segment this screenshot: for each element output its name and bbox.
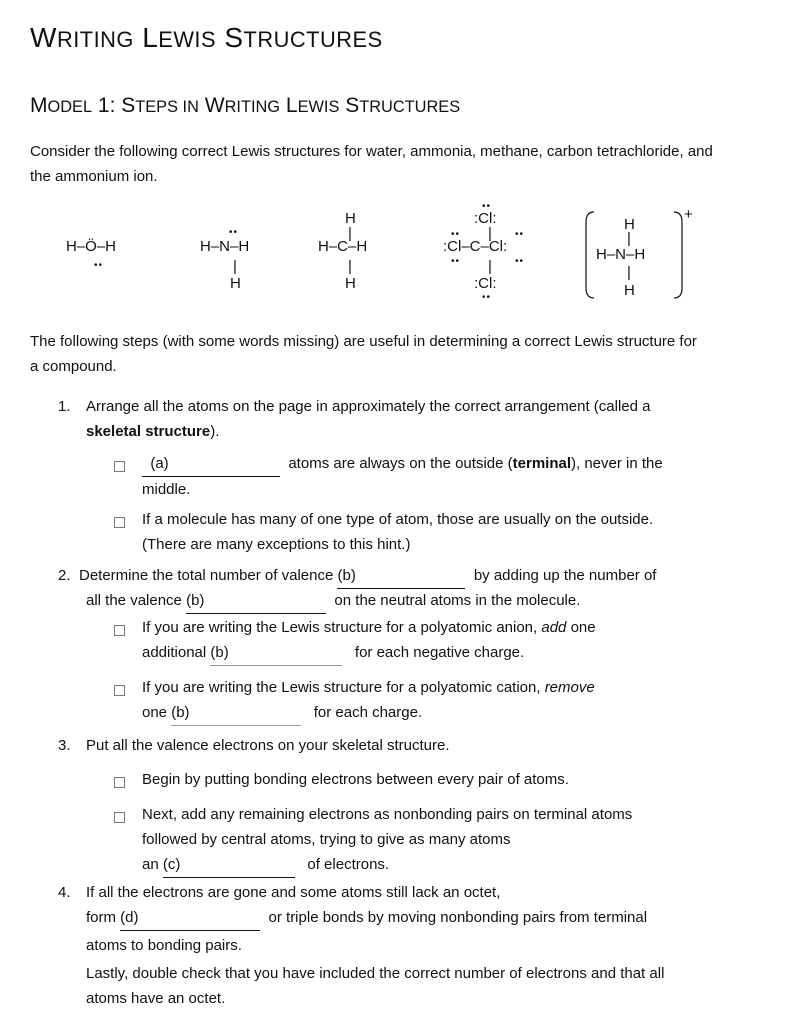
methane-h-top: H — [345, 210, 356, 227]
blank-b-1[interactable]: (b) — [337, 563, 465, 589]
ammonia-lone-pair: •• — [229, 227, 239, 238]
step-2-bullet-1: If you are writing the Lewis structure for a polyatomic anion, add one additional (b) for each negative charge. — [142, 615, 596, 666]
step-2-bullet-2: If you are writing the Lewis structure for a polyatomic cation, remove one (b) for each charge. — [142, 675, 595, 726]
ammonium-h-bottom: H — [624, 282, 635, 299]
final-note: Lastly, double check that you have included the correct number of electrons and that all atoms have an octet. — [86, 965, 665, 1007]
checkbox-icon — [114, 685, 125, 696]
checkbox-icon — [114, 777, 125, 788]
step-3-bullet-1: Begin by putting bonding electrons between every pair of atoms. — [142, 771, 569, 788]
water-lone-pair: •• — [94, 260, 104, 271]
ammonia-structure: H–N–H — [200, 238, 250, 255]
step-1-text: Arrange all the atoms on the page in approximately the correct arrangement (called a skeletal structure). — [86, 398, 651, 440]
step-2-number: 2. — [58, 567, 71, 584]
blank-b-3[interactable]: (b) — [210, 640, 342, 666]
ammonium-structure: H–N–H — [596, 246, 646, 263]
blank-b-4[interactable]: (b) — [171, 700, 301, 726]
checkbox-icon — [114, 461, 125, 472]
ccl4-structure: :Cl–C–Cl: — [443, 238, 508, 255]
blank-a[interactable]: (a) — [142, 451, 280, 477]
steps-intro: The following steps (with some words missing) are useful in determining a correct Lewis structure for a compound. — [30, 333, 697, 375]
model-heading: MODEL 1: STEPS IN WRITING LEWIS STRUCTURES — [30, 94, 461, 117]
step-1-number: 1. — [58, 398, 71, 415]
methane-h-bottom: H — [345, 275, 356, 292]
step-1-bullet-1: (a) atoms are always on the outside (terminal), never in the middle. — [142, 451, 663, 502]
ammonium-h-top: H — [624, 216, 635, 233]
methane-structure: H–C–H — [318, 238, 368, 255]
ammonia-h-bottom: H — [230, 275, 241, 292]
checkbox-icon — [114, 517, 125, 528]
ammonium-charge: + — [684, 206, 693, 223]
ccl4-cl-top: :Cl: — [474, 210, 497, 227]
step-3-bullet-2: Next, add any remaining electrons as nonbonding pairs on terminal atoms followed by central atoms, trying to give as many atoms an (c) of electrons. — [142, 802, 632, 878]
step-4-text: If all the electrons are gone and some atoms still lack an octet, form (d) or triple bonds by moving nonbonding pairs from terminal atoms to bonding pairs. — [86, 884, 648, 954]
step-3-number: 3. — [58, 737, 71, 754]
step-1-bullet-2: If a molecule has many of one type of atom, those are usually on the outside. (There are many exceptions to this hint.) — [142, 511, 654, 553]
blank-b-2[interactable]: (b) — [186, 588, 326, 614]
water-structure: H–Ö–H — [66, 238, 117, 255]
blank-d[interactable]: (d) — [120, 905, 260, 931]
checkbox-icon — [114, 812, 125, 823]
ccl4-cl-bottom: :Cl: — [474, 275, 497, 292]
page-title: WRITING LEWIS STRUCTURES — [30, 22, 383, 53]
step-4-number: 4. — [58, 884, 71, 901]
step-3-text: Put all the valence electrons on your skeletal structure. — [86, 737, 450, 754]
blank-c[interactable]: (c) — [163, 852, 295, 878]
checkbox-icon — [114, 625, 125, 636]
intro-paragraph: Consider the following correct Lewis structures for water, ammonia, methane, carbon tetrachloride, and the ammonium ion. — [30, 143, 713, 185]
step-2-text: Determine the total number of valence (b) by adding up the number of — [79, 563, 656, 589]
